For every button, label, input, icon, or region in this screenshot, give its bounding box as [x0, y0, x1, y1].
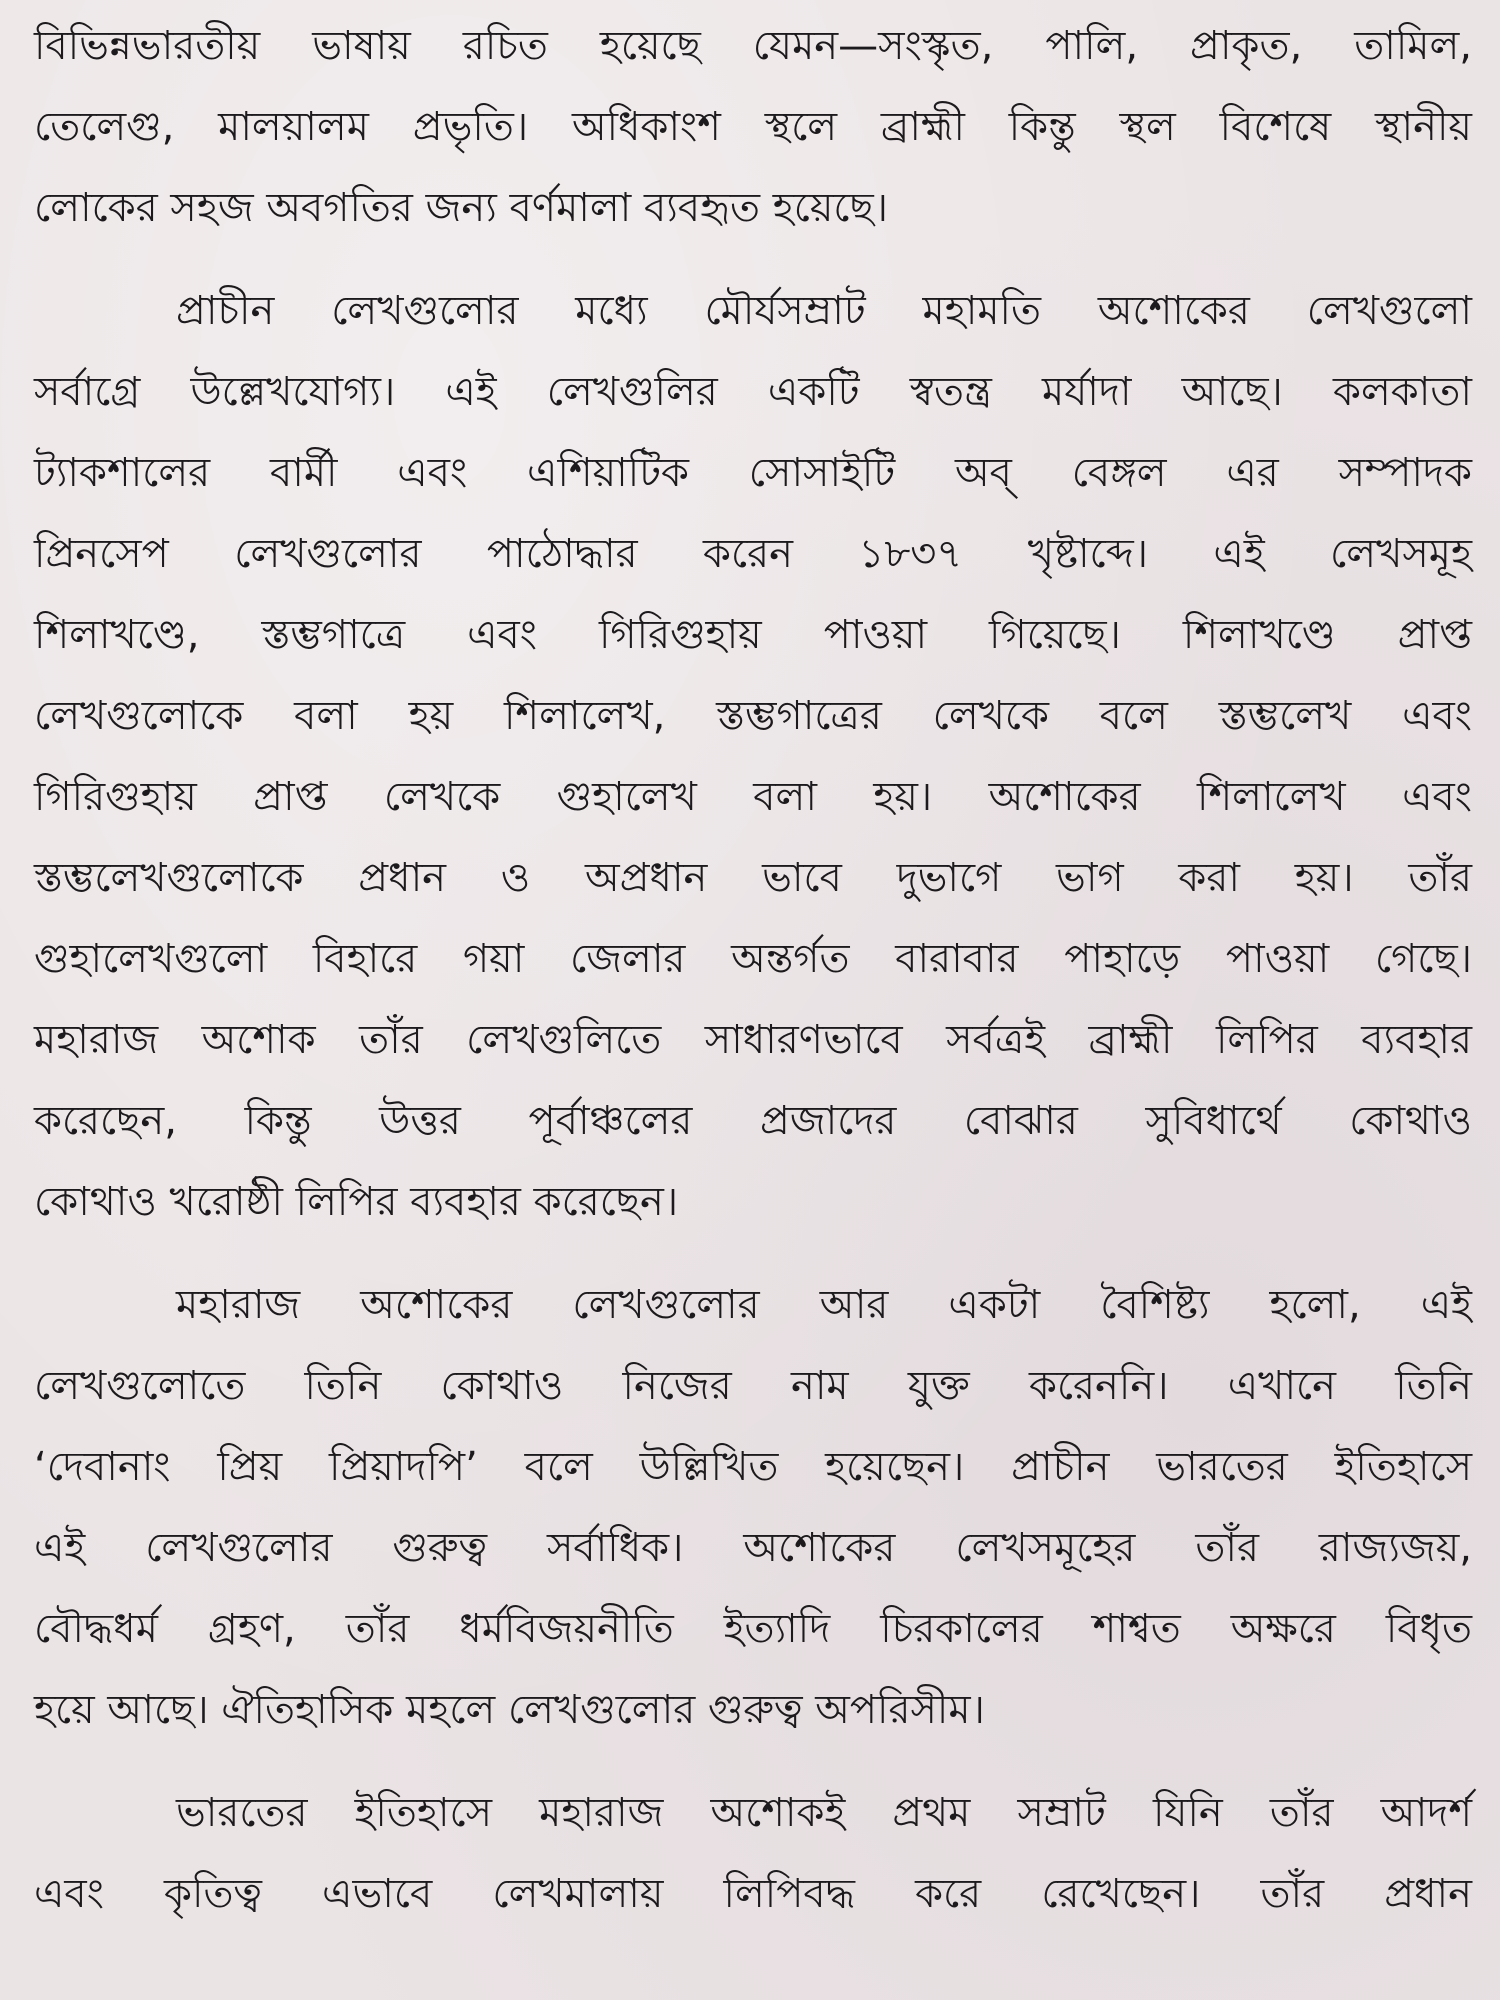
text-line: বৌদ্ধধর্ম গ্রহণ, তাঁর ধর্মবিজয়নীতি ইত্যাদি চিরকালের শাশ্বত অক্ষরে বিধৃত: [34, 1606, 1472, 1652]
paragraph-gap: [34, 1751, 1472, 1773]
text-line: গিরিগুহায় প্রাপ্ত লেখকে গুহালেখ বলা হয়। অশোকের শিলালেখ এবং: [34, 774, 1472, 820]
text-line: লেখগুলোতে তিনি কোথাও নিজের নাম যুক্ত করেননি। এখানে তিনি: [34, 1363, 1472, 1409]
text-line: সর্বাগ্রে উল্লেখযোগ্য। এই লেখগুলির একটি স্বতন্ত্র মর্যাদা আছে। কলকাতা: [34, 369, 1472, 415]
text-line: ‘দেবানাং প্রিয় প্রিয়াদপি’ বলে উল্লিখিত হয়েছেন। প্রাচীন ভারতের ইতিহাসে: [34, 1444, 1472, 1490]
text-line: প্রিনসেপ লেখগুলোর পাঠোদ্ধার করেন ১৮৩৭ খৃষ্টাব্দে। এই লেখসমূহ: [34, 531, 1472, 577]
text-line: করেছেন, কিন্তু উত্তর পূর্বাঞ্চলের প্রজাদের বোঝার সুবিধার্থে কোথাও: [34, 1098, 1472, 1144]
paragraph: [34, 6, 1472, 249]
text-line: স্তম্ভলেখগুলোকে প্রধান ও অপ্রধান ভাবে দুভাগে ভাগ করা হয়। তাঁর: [34, 855, 1472, 901]
text-line: বিভিন্নভারতীয় ভাষায় রচিত হয়েছে যেমন—সংস্কৃত, পালি, প্রাকৃত, তামিল,: [34, 23, 1472, 69]
text-line: গুহালেখগুলো বিহারে গয়া জেলার অন্তর্গত বারাবার পাহাড়ে পাওয়া গেছে।: [34, 936, 1472, 982]
page-text: [34, 6, 1472, 1935]
text-line: মহারাজ অশোক তাঁর লেখগুলিতে সাধারণভাবে সর্বত্রই ব্রাহ্মী লিপির ব্যবহার: [34, 1017, 1472, 1063]
paragraph: [34, 271, 1472, 1243]
text-line: ট্যাকশালের বার্মী এবং এশিয়াটিক সোসাইটি অব্ বেঙ্গল এর সম্পাদক: [34, 450, 1472, 496]
text-line: হয়ে আছে। ঐতিহাসিক মহলে লেখগুলোর গুরুত্ব অপরিসীম।: [34, 1687, 985, 1733]
text-line: প্রাচীন লেখগুলোর মধ্যে মৌর্যসম্রাট মহামতি অশোকের লেখগুলো: [176, 288, 1472, 334]
text-line: শিলাখণ্ডে, স্তম্ভগাত্রে এবং গিরিগুহায় পাওয়া গিয়েছে। শিলাখণ্ডে প্রাপ্ত: [34, 612, 1472, 658]
text-line: এবং কৃতিত্ব এভাবে লেখমালায় লিপিবদ্ধ করে রেখেছেন। তাঁর প্রধান: [34, 1871, 1472, 1917]
paragraph-gap: [34, 1243, 1472, 1265]
text-line: কোথাও খরোষ্ঠী লিপির ব্যবহার করেছেন।: [34, 1179, 679, 1225]
text-line: ভারতের ইতিহাসে মহারাজ অশোকই প্রথম সম্রাট যিনি তাঁর আদর্শ: [176, 1790, 1472, 1836]
text-line: মহারাজ অশোকের লেখগুলোর আর একটা বৈশিষ্ট্য হলো, এই: [176, 1282, 1472, 1328]
text-line: লোকের সহজ অবগতির জন্য বর্ণমালা ব্যবহৃত হয়েছে।: [34, 185, 889, 231]
paragraph: [34, 1265, 1472, 1751]
text-line: লেখগুলোকে বলা হয় শিলালেখ, স্তম্ভগাত্রের লেখকে বলে স্তম্ভলেখ এবং: [34, 693, 1472, 739]
text-line: এই লেখগুলোর গুরুত্ব সর্বাধিক। অশোকের লেখসমূহের তাঁর রাজ্যজয়,: [34, 1525, 1472, 1571]
text-line: তেলেগু, মালয়ালম প্রভৃতি। অধিকাংশ স্থলে ব্রাহ্মী কিন্তু স্থল বিশেষে স্থানীয়: [34, 104, 1472, 150]
paragraph: [34, 1773, 1472, 1935]
paragraph-gap: [34, 249, 1472, 271]
